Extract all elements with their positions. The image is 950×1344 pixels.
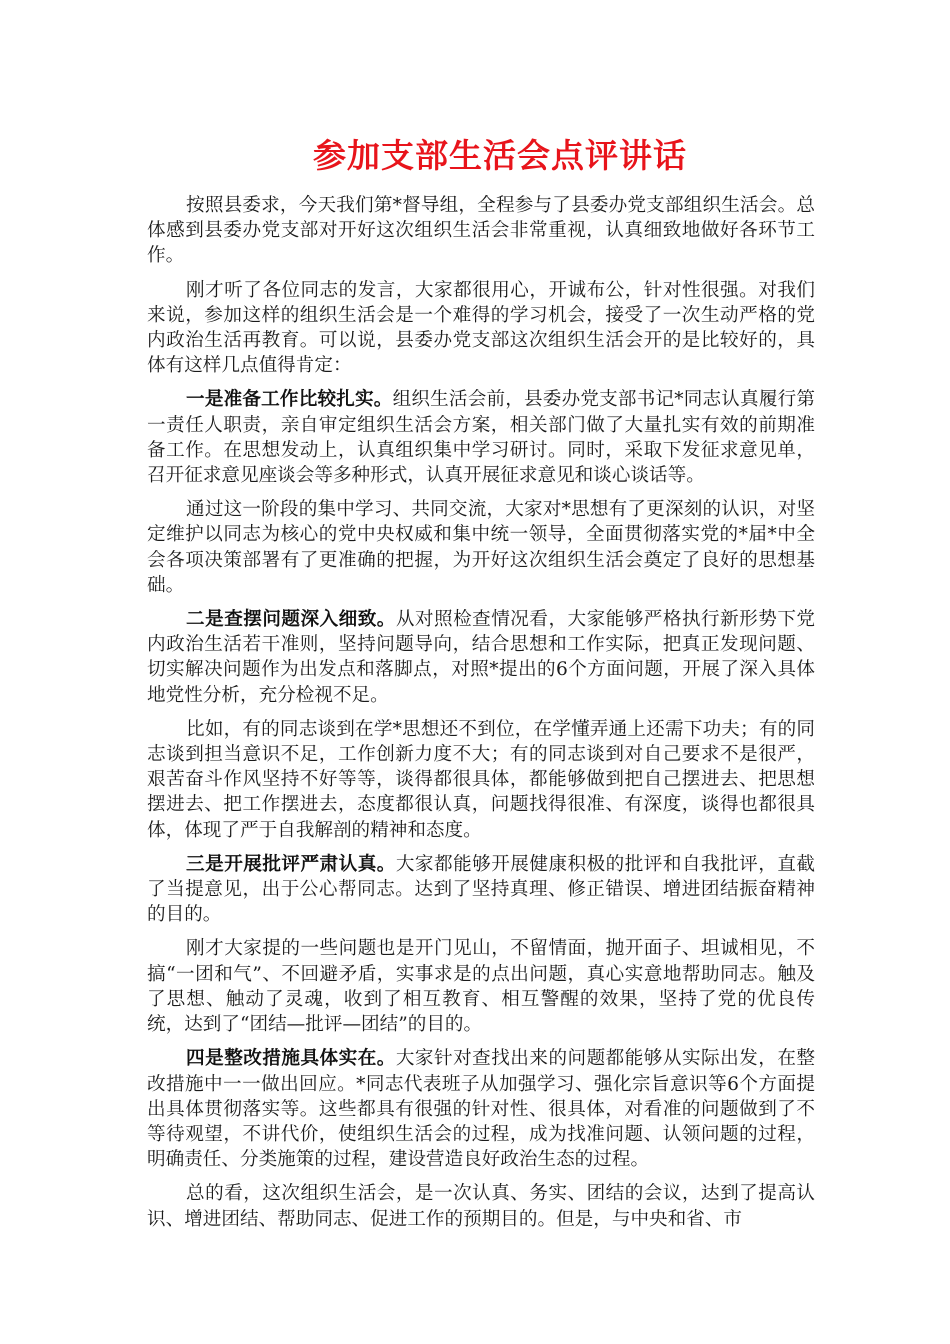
paragraph-text: 从对照检查情况看，大家能够严格执行新形势下党内政治生活若干准则，坚持问题导向，结合思想和工作实际，把真正发现问题、切实解决问题作为出发点和落脚点，对照*提出的6个方面问题，开展了深入具体地党性分析，充分检视不足。	[147, 609, 815, 706]
paragraph	[147, 193, 815, 269]
paragraph	[147, 717, 815, 843]
paragraph	[147, 278, 815, 379]
paragraph-text: 刚才大家提的一些问题也是开门见山，不留情面，抛开面子、坦诚相见，不搞“一团和气”、不回避矛盾，实事求是的点出问题，真心实意地帮助同志。触及了思想、触动了灵魂，收到了相互教育、相互警醒的效果，坚持了党的优良传统，达到了“团结—批评—团结”的目的。	[147, 938, 815, 1036]
paragraph	[147, 387, 815, 488]
paragraph	[147, 852, 815, 928]
paragraph-text: 通过这一阶段的集中学习、共同交流，大家对*思想有了更深刻的认识，对坚定维护以同志为核心的党中央权威和集中统一领导，全面贯彻落实党的*届*中全会各项决策部署有了更准确的把握，为开好这次组织生活会奠定了良好的思想基础。	[147, 499, 815, 596]
paragraph-text: 比如，有的同志谈到在学*思想还不到位，在学懂弄通上还需下功夫；有的同志谈到担当意识不足，工作创新力度不大；有的同志谈到对自己要求不是很严，艰苦奋斗作风坚持不好等等，谈得都很具体，都能够做到把自己摆进去、把思想摆进去、把工作摆进去，态度都很认真，问题找得很准、有深度，谈得也都很具体，体现了严于自我解剖的精神和态度。	[147, 718, 815, 841]
paragraph-lead: 四是整改措施具体实在。	[186, 1048, 396, 1070]
document-body	[147, 193, 815, 1241]
paragraph-text: 总的看，这次组织生活会，是一次认真、务实、团结的会议，达到了提高认识、增进团结、帮助同志、促进工作的预期目的。但是，与中央和省、市	[147, 1183, 815, 1230]
paragraph-lead: 一是准备工作比较扎实。	[186, 389, 393, 411]
paragraph	[147, 497, 815, 598]
paragraph-text: 组织生活会前，县委办党支部书记*同志认真履行第一责任人职责，亲自审定组织生活会方案，相关部门做了大量扎实有效的前期准备工作。在思想发动上，认真组织集中学习研讨。同时，采取下发征求意见单，召开征求意见座谈会等多种形式，认真开展征求意见和谈心谈话等。	[147, 389, 815, 487]
paragraph	[147, 1046, 815, 1172]
paragraph	[147, 607, 815, 708]
paragraph-lead: 三是开展批评严肃认真。	[186, 853, 396, 875]
paragraph-text: 大家都能够开展健康积极的批评和自我批评，直截了当提意见，出于公心帮同志。达到了坚持真理、修正错误、增进团结振奋精神的目的。	[147, 853, 815, 926]
paragraph-text: 刚才听了各位同志的发言，大家都很用心，开诚布公，针对性很强。对我们来说，参加这样的组织生活会是一个难得的学习机会，接受了一次生动严格的党内政治生活再教育。可以说，县委办党支部这次组织生活会开的是比较好的，具体有这样几点值得肯定：	[147, 279, 815, 377]
document-title: 参加支部生活会点评讲话	[313, 136, 687, 175]
paragraph	[147, 1181, 815, 1231]
paragraph-text: 大家针对查找出来的问题都能够从实际出发，在整改措施中一一做出回应。*同志代表班子从加强学习、强化宗旨意识等6个方面提出具体贯彻落实等。这些都具有很强的针对性、很具体，对看准的问题做到了不等待观望，不讲代价，使组织生活会的过程，成为找准问题、认领问题的过程，明确责任、分类施策的过程，建设营造良好政治生态的过程。	[147, 1048, 815, 1171]
paragraph-lead: 二是查摆问题深入细致。	[186, 609, 396, 631]
paragraph	[147, 936, 815, 1037]
paragraph-text: 按照县委求，今天我们第*督导组，全程参与了县委办党支部组织生活会。总体感到县委办党支部对开好这次组织生活会非常重视，认真细致地做好各环节工作。	[147, 195, 815, 267]
